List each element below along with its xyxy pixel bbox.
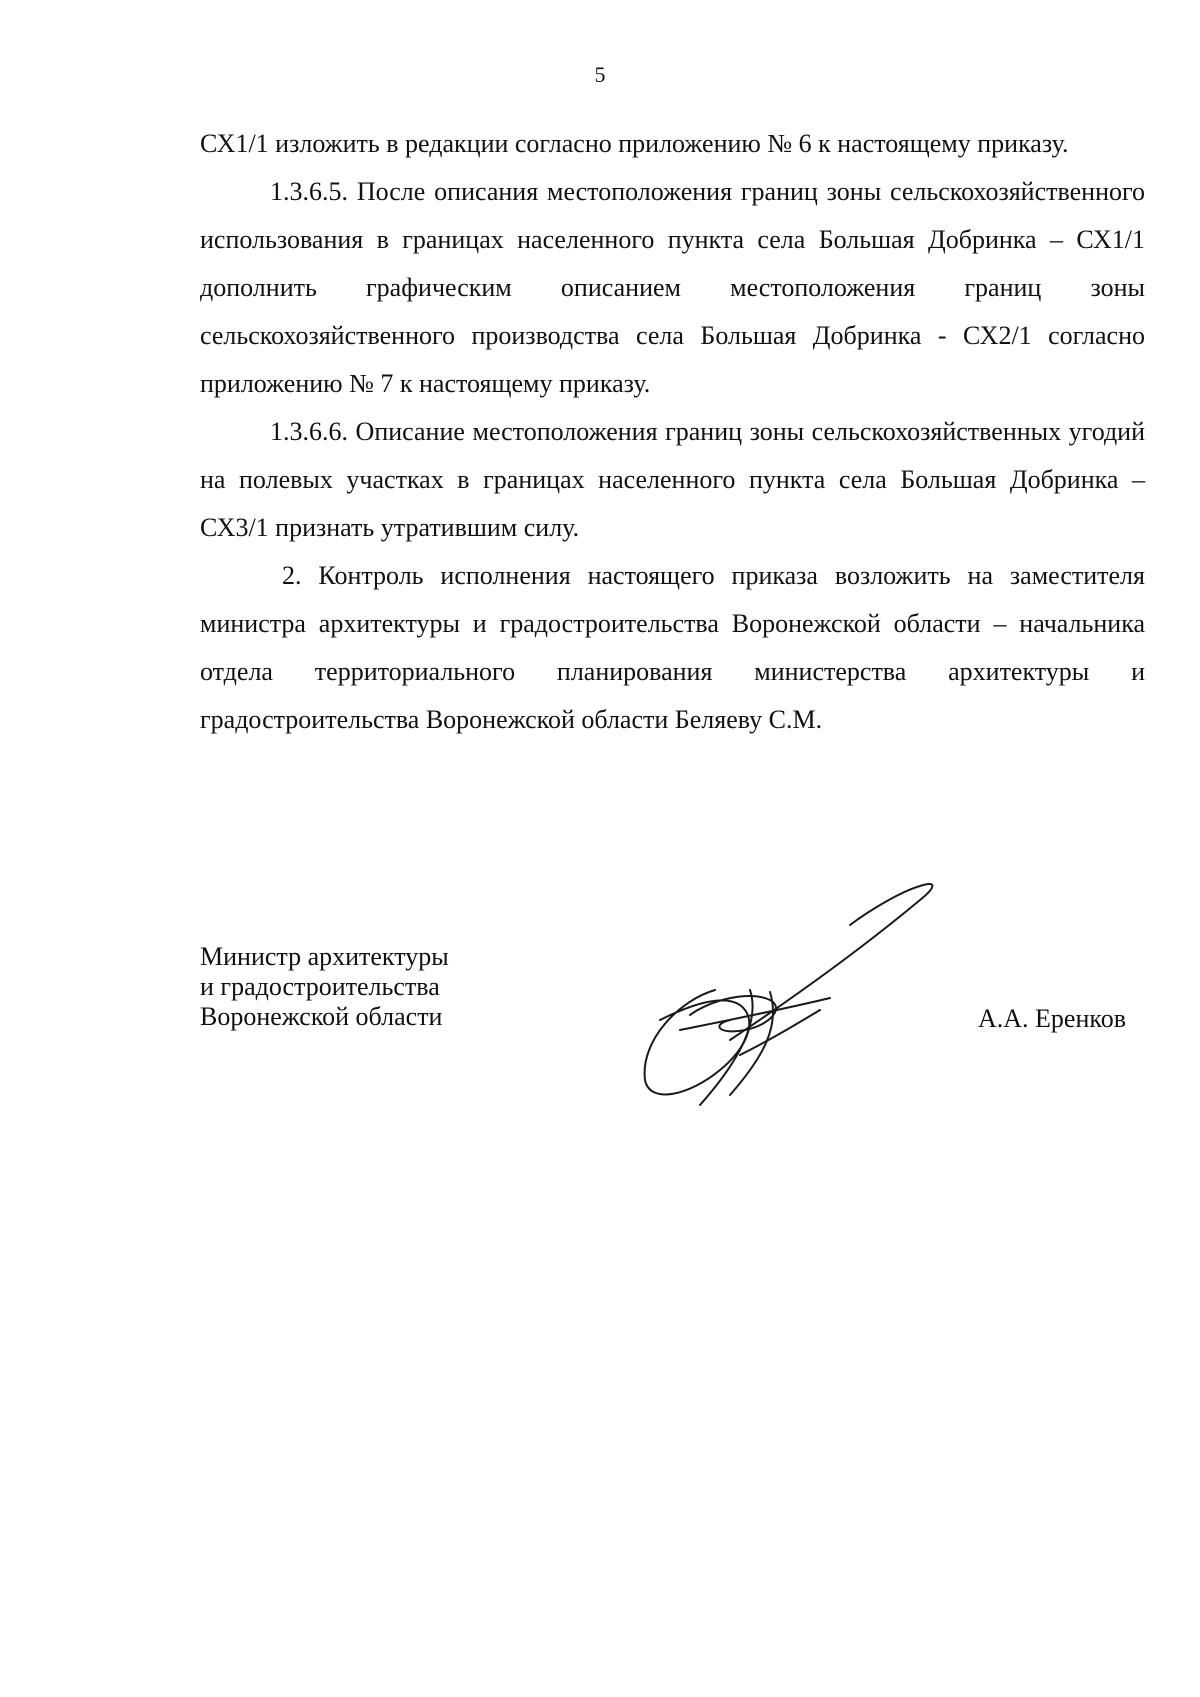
handwritten-signature bbox=[620, 880, 990, 1110]
paragraph-2: 2. Контроль исполнения настоящего приказа возложить на заместителя министра архитектуры и градостроительства Воронежской области – начальника отдела территориального планирования министерства архитектуры и градостроительства Воронежской области Беляеву С.М. bbox=[200, 561, 1145, 734]
signatory-name: А.А. Еренков bbox=[978, 1004, 1126, 1033]
signatory-title bbox=[200, 942, 520, 1032]
signatory-title-line: Министр архитектуры bbox=[200, 942, 449, 971]
paragraph-1-3-6-5: 1.3.6.5. После описания местоположения границ зоны сельскохозяйственного использования в границах населенного пункта села Большая Добринка – СХ1/1 дополнить графическим описанием местоположения границ зоны сельскохозяйственного производства села Большая Добринка - СХ2/1 согласно приложению № 7 к настоящему приказу. bbox=[200, 177, 1145, 398]
signatory-title-line: и градостроительства bbox=[200, 972, 440, 1001]
paragraph-1-3-6-6: 1.3.6.6. Описание местоположения границ зоны сельскохозяйственных угодий на полевых участках в границах населенного пункта села Большая Добринка – СХ3/1 признать утратившим силу. bbox=[200, 417, 1145, 542]
document-body bbox=[200, 120, 1145, 744]
signatory-title-line: Воронежской области bbox=[200, 1002, 443, 1031]
paragraph-continuation: СХ1/1 изложить в редакции согласно приложению № 6 к настоящему приказу. bbox=[200, 129, 1069, 158]
page-number: 5 bbox=[594, 62, 606, 87]
